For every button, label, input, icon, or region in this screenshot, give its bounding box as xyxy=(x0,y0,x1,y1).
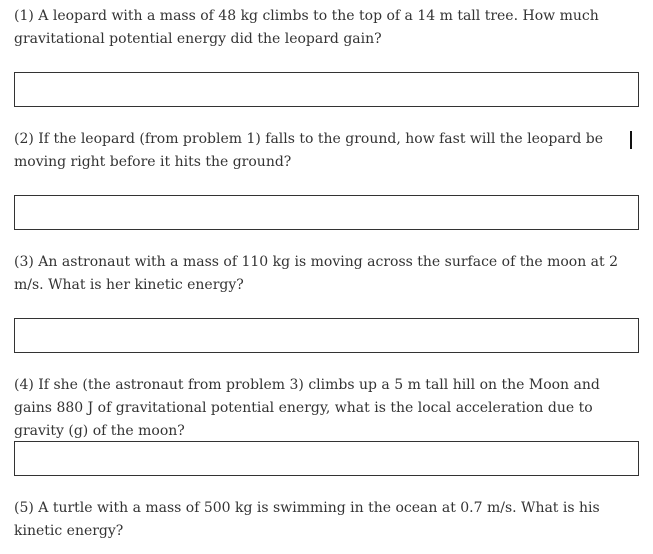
question-2-answer-field[interactable] xyxy=(14,195,639,230)
question-4-text: (4) If she (the astronaut from problem 3) climbs up a 5 m tall hill on the Moon and gains 880 J of gravitational potential energy, what is the local acceleration due to gravity (g) of the moon? xyxy=(14,377,600,439)
question-2-text xyxy=(14,128,643,174)
question-4-answer-field[interactable] xyxy=(14,441,639,476)
question-3-answer-field[interactable] xyxy=(14,318,639,353)
question-1-answer-field[interactable] xyxy=(14,72,639,107)
question-2-label: (2) If the leopard (from problem 1) falls to the ground, how fast will the leopard be moving right before it hits the ground? xyxy=(14,131,604,170)
text-cursor xyxy=(630,131,632,149)
question-3-text: (3) An astronaut with a mass of 110 kg is moving across the surface of the moon at 2 m/s. What is her kinetic energy? xyxy=(14,254,619,293)
question-5-text: (5) A turtle with a mass of 500 kg is swimming in the ocean at 0.7 m/s. What is his kinetic energy? xyxy=(14,500,600,539)
question-1-text: (1) A leopard with a mass of 48 kg climbs to the top of a 14 m tall tree. How much gravitational potential energy did the leopard gain? xyxy=(14,8,599,47)
